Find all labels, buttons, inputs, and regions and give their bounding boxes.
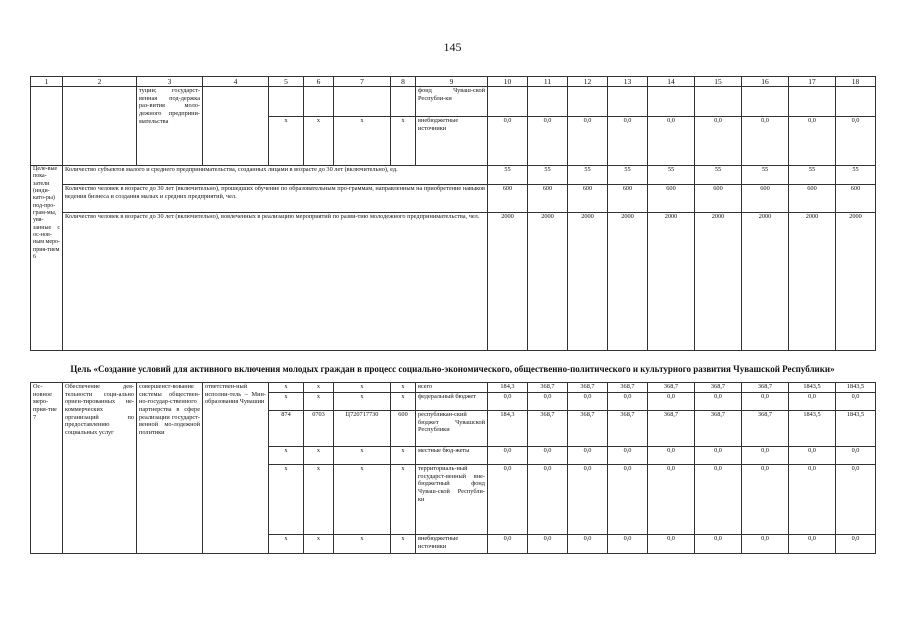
value-cell: 0,0 [789,393,836,411]
code-cell: x [391,447,416,465]
value-cell: 0,0 [695,447,742,465]
code-cell: x [269,535,304,554]
funding-source: внебюджетные источники [416,535,488,554]
indicator-value: 2000 [836,213,876,351]
value-cell: 368,7 [742,411,789,447]
value-cell: 0,0 [608,447,648,465]
funding-source: республикан-ский бюджет Чувашской Республики [416,411,488,447]
value-cell: 1843,5 [836,383,876,393]
code-cell: x [391,465,416,535]
col-number: 4 [203,77,269,87]
measure-purpose: совершенст-вование системы обществен-но-государ-ственного партнерства в сфере реализации государст-венной мо-лодежной политики [137,383,203,554]
code-cell: 874 [269,411,304,447]
value-cell: 0,0 [836,535,876,554]
indicator-text: Количество человек в возрасте до 30 лет (включительно), вовлеченных в реализацию мероприятий по разви-тию молодежного предпринимательства, чел. [63,213,488,351]
indicator-value: 600 [568,185,608,213]
col-number: 11 [528,77,568,87]
value-cell: 0,0 [695,535,742,554]
value-cell: 0,0 [608,117,648,166]
code-cell: x [304,447,334,465]
value-cell: 0,0 [836,117,876,166]
indicator-row [31,213,876,351]
value-cell: 0,0 [528,117,568,166]
value-cell [695,87,742,117]
value-cell: 368,7 [648,411,695,447]
code-cell: x [334,447,391,465]
value-cell: 368,7 [568,411,608,447]
col-number: 2 [63,77,137,87]
code-cell: 600 [391,411,416,447]
code-cell: x [391,393,416,411]
value-cell: 0,0 [789,117,836,166]
col-number: 12 [568,77,608,87]
value-cell: 0,0 [648,465,695,535]
funding-source: федеральный бюджет [416,393,488,411]
indicator-value: 600 [742,185,789,213]
funding-source: местные бюд-жеты [416,447,488,465]
value-cell: 0,0 [789,465,836,535]
value-cell [528,87,568,117]
value-cell: 0,0 [608,465,648,535]
value-cell: 1843,5 [789,411,836,447]
value-cell: 0,0 [488,393,528,411]
indicator-value: 2000 [742,213,789,351]
code-cell: x [304,117,334,166]
indicator-text: Количество человек в возрасте до 30 лет (включительно), прошедших обучение по образовательным про-граммам, направленным на приобретение навыков ведения бизнеса и создания малых и средних предприятий, чел. [63,185,488,213]
code-cell: x [304,465,334,535]
col-number: 5 [269,77,304,87]
code-cell: x [334,535,391,554]
value-cell: 0,0 [742,393,789,411]
code-cell: Ц720717730 [334,411,391,447]
value-cell: 0,0 [789,535,836,554]
indicator-value: 2000 [648,213,695,351]
value-cell: 0,0 [648,447,695,465]
code-cell: x [391,383,416,393]
value-cell: 368,7 [742,383,789,393]
code-cell: x [304,383,334,393]
value-cell: 0,0 [528,535,568,554]
value-cell: 0,0 [742,465,789,535]
indicator-value: 2000 [789,213,836,351]
indicator-value: 55 [608,166,648,185]
value-cell: 0,0 [742,447,789,465]
funding-source: всего [416,383,488,393]
table-row [31,383,876,393]
value-cell: 0,0 [648,393,695,411]
value-cell [608,87,648,117]
page-number: 145 [443,40,462,54]
col-number: 13 [608,77,648,87]
indicator-value: 2000 [608,213,648,351]
value-cell: 0,0 [488,465,528,535]
indicator-value: 55 [742,166,789,185]
code-cell: x [391,535,416,554]
value-cell [789,87,836,117]
value-cell: 0,0 [528,393,568,411]
measure-label: Ос-новное меро-прия-тие 7 [31,383,63,554]
value-cell: 0,0 [648,535,695,554]
col-number: 9 [416,77,488,87]
value-cell: 0,0 [836,447,876,465]
value-cell: 368,7 [568,383,608,393]
value-cell: 0,0 [742,535,789,554]
indicator-value: 55 [836,166,876,185]
indicators-label: Целе-вые пока-затели (инди-като-ры) под-про-грам-мы, увя-занные с ос-нов-ным меро-прия-тием 6 [31,166,63,351]
indicator-value: 55 [648,166,695,185]
value-cell: 368,7 [648,383,695,393]
value-cell: 0,0 [695,465,742,535]
value-cell: 368,7 [695,411,742,447]
value-cell: 184,3 [488,411,528,447]
funding-source: фонд Чуваш-ской Республи-ки [416,87,488,117]
value-cell: 0,0 [528,447,568,465]
indicator-value: 600 [695,185,742,213]
value-cell: 0,0 [695,393,742,411]
col-number: 1 [31,77,63,87]
indicator-value: 2000 [488,213,528,351]
col-number: 7 [334,77,391,87]
funding-source: внебюджетные источники [416,117,488,166]
col-number: 16 [742,77,789,87]
code-cell: x [304,535,334,554]
code-cell [334,87,391,117]
value-cell: 0,0 [695,117,742,166]
value-cell [648,87,695,117]
value-cell: 0,0 [608,393,648,411]
value-cell: 368,7 [608,411,648,447]
col-number: 3 [137,77,203,87]
code-cell: x [269,465,304,535]
col-number: 18 [836,77,876,87]
table-measure-7 [30,382,876,554]
col-number: 8 [391,77,416,87]
code-cell: x [334,465,391,535]
indicator-value: 55 [528,166,568,185]
measure-description-cont: туции; государст-венная под-держка раз-вития моло-дежного предприни-мательства [137,87,203,166]
indicator-value: 55 [789,166,836,185]
responsible-executor: ответствен-ный исполни-тель – Мин-образования Чувашии [203,383,269,554]
indicator-value: 600 [836,185,876,213]
indicator-value: 600 [789,185,836,213]
table-row [31,87,876,117]
col-number: 15 [695,77,742,87]
value-cell: 0,0 [568,465,608,535]
code-cell: 0703 [304,411,334,447]
value-cell: 0,0 [789,447,836,465]
value-cell: 0,0 [568,393,608,411]
code-cell: x [334,383,391,393]
value-cell [742,87,789,117]
col-number: 14 [648,77,695,87]
value-cell: 0,0 [648,117,695,166]
value-cell: 0,0 [608,535,648,554]
value-cell: 1843,5 [789,383,836,393]
value-cell: 0,0 [528,465,568,535]
indicator-value: 55 [488,166,528,185]
indicator-value: 2000 [528,213,568,351]
value-cell: 0,0 [742,117,789,166]
column-number-row [31,77,876,87]
value-cell: 368,7 [528,411,568,447]
value-cell: 0,0 [568,117,608,166]
indicator-value: 55 [695,166,742,185]
value-cell: 0,0 [568,447,608,465]
value-cell: 0,0 [488,535,528,554]
indicator-value: 2000 [568,213,608,351]
code-cell: x [269,383,304,393]
indicator-value: 600 [608,185,648,213]
code-cell: x [269,447,304,465]
value-cell: 0,0 [488,117,528,166]
table-top-section [30,76,876,351]
value-cell [836,87,876,117]
indicator-value: 600 [528,185,568,213]
code-cell: x [334,117,391,166]
col-number: 6 [304,77,334,87]
value-cell: 368,7 [695,383,742,393]
value-cell: 0,0 [488,447,528,465]
indicator-value: 600 [488,185,528,213]
goal-heading: Цель «Создание условий для активного включения молодых граждан в процесс социально-экономического, общественно-политического и культурного развития Чувашской Республики» [70,364,835,374]
code-cell: x [391,117,416,166]
col-number: 17 [789,77,836,87]
value-cell: 184,3 [488,383,528,393]
code-cell: x [334,393,391,411]
code-cell [304,87,334,117]
indicator-row [31,185,876,213]
value-cell: 368,7 [608,383,648,393]
code-cell [269,87,304,117]
indicator-value: 600 [648,185,695,213]
code-cell [391,87,416,117]
col-number: 10 [488,77,528,87]
code-cell: x [269,393,304,411]
funding-source: территориаль-ный государст-венный вне-бюджетный фонд Чуваш-ской Республи-ки [416,465,488,535]
indicator-value: 2000 [695,213,742,351]
code-cell: x [269,117,304,166]
indicator-row [31,166,876,185]
measure-name: Обеспечение дея-тельности соци-ально ориен-тированных не-коммерческих организаций по предоставлению социальных услуг [63,383,137,554]
value-cell: 0,0 [836,393,876,411]
indicator-text: Количество субъектов малого и среднего предпринимательства, созданных лицами в возрасте до 30 лет (включительно), ед. [63,166,488,185]
value-cell: 0,0 [836,465,876,535]
value-cell: 368,7 [528,383,568,393]
indicator-value: 55 [568,166,608,185]
value-cell [568,87,608,117]
code-cell: x [304,393,334,411]
value-cell: 1843,5 [836,411,876,447]
value-cell: 0,0 [568,535,608,554]
value-cell [488,87,528,117]
